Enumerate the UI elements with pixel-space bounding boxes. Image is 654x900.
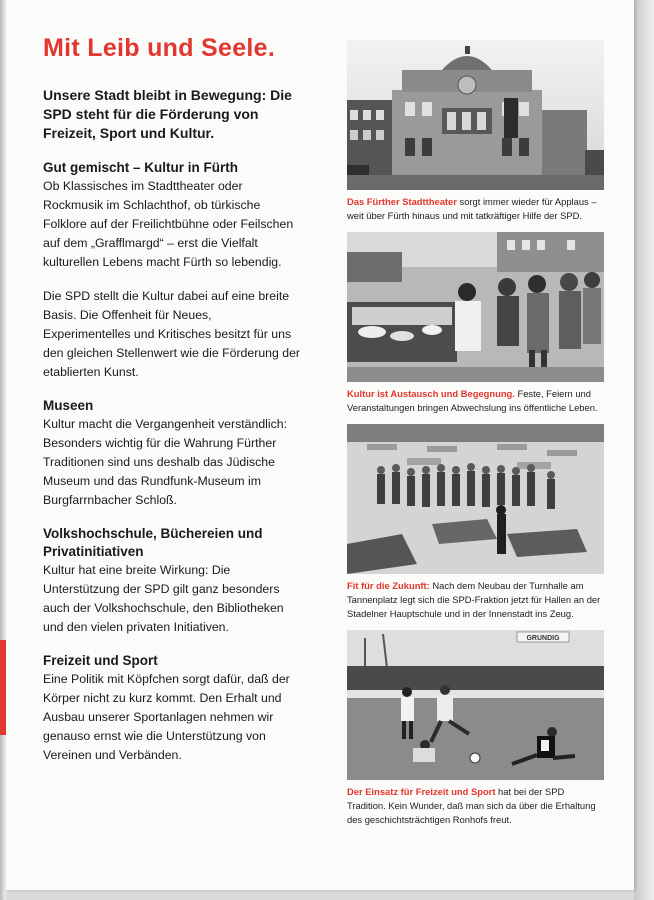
- section-paragraph: Kultur hat eine breite Wirkung: Die Unterstützung der SPD gilt ganz besonders auch der Volkshochschule, den Bibliotheken und den vielen privaten Initiativen.: [43, 563, 284, 634]
- section-paragraph: Kultur macht die Vergangenheit verständlich: Besonders wichtig für die Wahrung Fürther Traditionen sind uns deshalb das Jüdische Museum und das Rundfunk-Museum im Burgfarrnbacher Schloß.: [43, 417, 288, 507]
- section-museen: [43, 397, 301, 510]
- photo-column: [347, 40, 604, 836]
- caption-text: sorgt immer wieder für Applaus – weit über Fürth hinaus und mit tatkräftiger Hilfe der SPD.: [347, 196, 597, 221]
- photo-caption: [347, 579, 604, 621]
- caption-text: hat bei der SPD Tradition. Kein Wunder, daß man sich da über die Erhaltung des geschichtsträchtigen Ronhofs freut.: [347, 786, 596, 825]
- section-heading: Museen: [43, 398, 94, 413]
- section-heading: Freizeit und Sport: [43, 653, 158, 668]
- caption-highlight: Kultur ist Austausch und Begegnung.: [347, 388, 515, 399]
- caption-text: Nach dem Neubau der Turnhalle am Tannenplatz legt sich die SPD-Fraktion jetzt für Hallen an der Stadelner Hauptschule und in der Innenstadt ins Zeug.: [347, 580, 601, 619]
- caption-highlight: Das Fürther Stadttheater: [347, 196, 457, 207]
- market-photo: [347, 232, 604, 382]
- next-page-edge: [634, 0, 654, 900]
- section-vhs: [43, 525, 301, 637]
- gym-photo: [347, 424, 604, 574]
- photo-caption: [347, 195, 604, 223]
- photo-caption: [347, 387, 604, 415]
- section-heading: Gut gemischt – Kultur in Fürth: [43, 160, 238, 175]
- caption-highlight: Der Einsatz für Freizeit und Sport: [347, 786, 496, 797]
- page-title: Mit Leib und Seele.: [43, 34, 276, 62]
- section-sport: [43, 652, 301, 765]
- theater-photo: [347, 40, 604, 190]
- text-column: [43, 86, 301, 780]
- section-kultur: [43, 159, 301, 382]
- section-heading: Volkshochschule, Büchereien und Privatinitiativen: [43, 526, 263, 559]
- section-paragraph: Die SPD stellt die Kultur dabei auf eine breite Basis. Die Offenheit für Neues, Experimentelles und Kritisches besitzt für uns den gleichen Stellenwert wie die Förderung der etablierten Kunst.: [43, 289, 301, 379]
- football-photo: [347, 630, 604, 780]
- caption-text: Feste, Feiern und Veranstaltungen bringen Abwechslung ins öffentliche Leben.: [347, 388, 598, 413]
- section-paragraph: Ob Klassisches im Stadttheater oder Rockmusik im Schlachthof, ob türkische Folklore auf der Freilichtbühne oder Feilschen auf dem „Grafflmargd“ – erst die Vielfalt kulturellen Lebens macht Fürth so lebendig.: [43, 179, 294, 269]
- section-paragraph: Eine Politik mit Köpfchen sorgt dafür, daß der Körper nicht zu kurz kommt. Den Erhalt und Ausbau unserer Sportanlagen nehmen wir genauso ernst wie die Unterstützung von Vereinen und Verbänden.: [43, 672, 290, 762]
- caption-highlight: Fit für die Zukunft:: [347, 580, 430, 591]
- stadium-board-text: GRUNDIG: [526, 635, 560, 642]
- intro-text: Unsere Stadt bleibt in Bewegung: Die SPD steht für die Förderung von Freizeit, Sport und Kultur.: [43, 87, 292, 141]
- photo-caption: [347, 785, 604, 827]
